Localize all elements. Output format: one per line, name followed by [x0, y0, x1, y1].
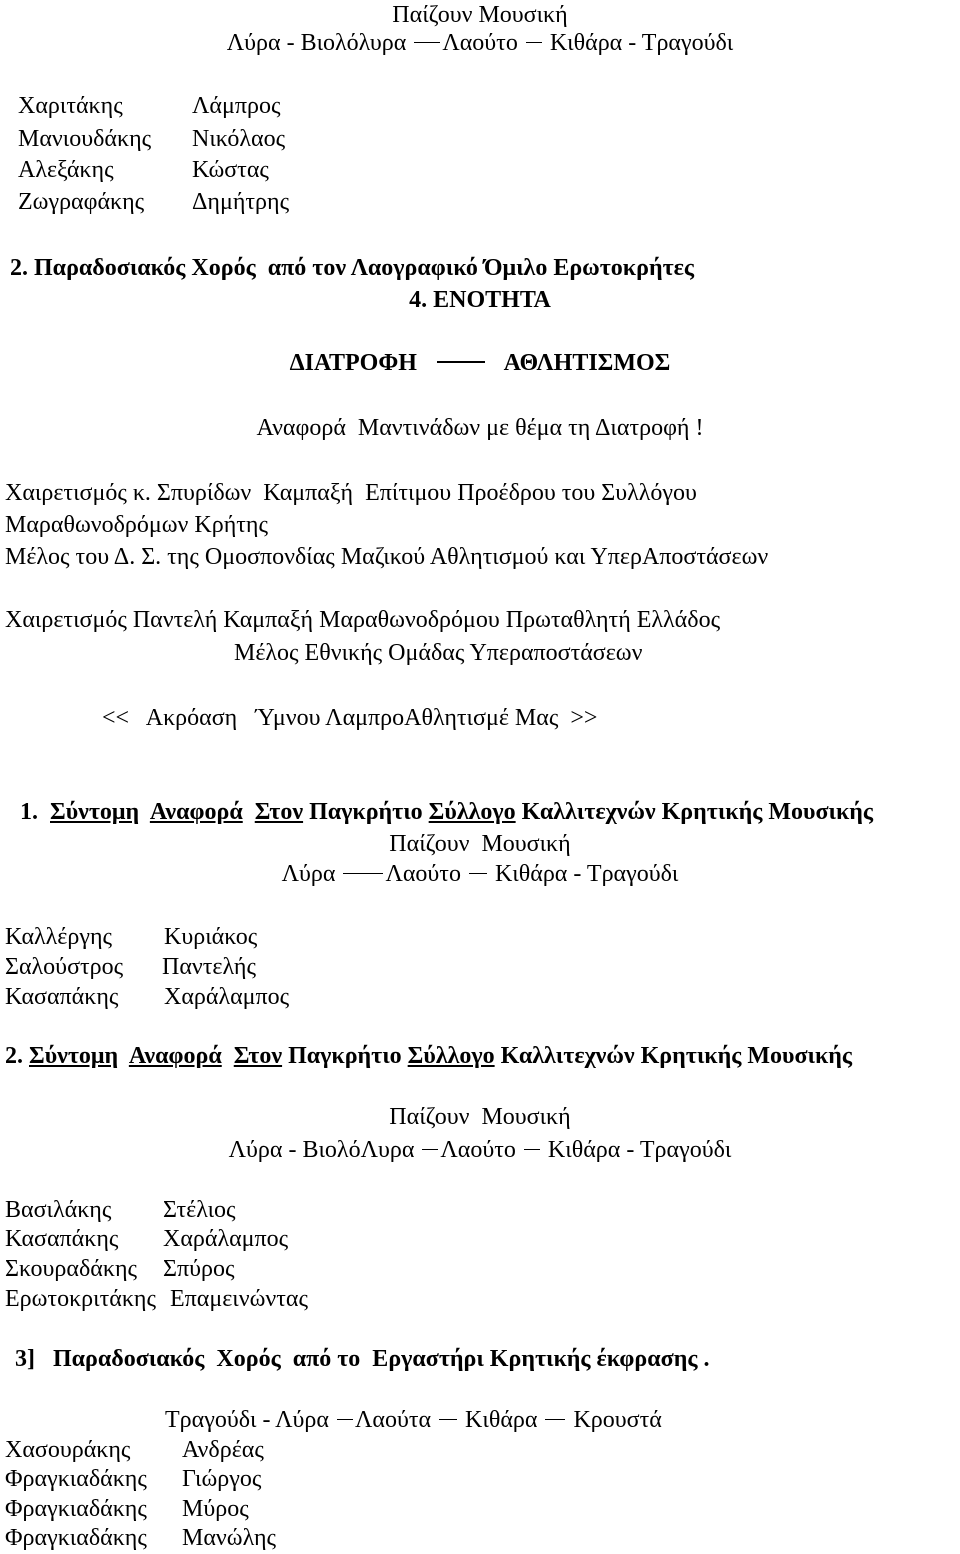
dash	[545, 1419, 565, 1420]
instrument: Τραγούδι - Λύρα	[165, 1407, 329, 1433]
dash	[337, 1419, 353, 1420]
instrument: Λαούτα	[354, 1407, 432, 1433]
surname: Κασαπάκης	[5, 984, 119, 1010]
hymn-listening: << Ακρόαση Ύμνου ΛαμπροΑθλητισμέ Μας >>	[102, 705, 598, 731]
heading-word: Στον	[233, 1043, 283, 1069]
section-2-instruments	[0, 1135, 960, 1165]
subtitle-part: ΑΘΛΗΤΙΣΜΟΣ	[503, 350, 671, 376]
firstname: Δημήτρης	[192, 189, 290, 215]
greeting-1-line-2: Μαραθωνοδρόμων Κρήτης	[5, 512, 268, 538]
surname: Χαριτάκης	[18, 93, 123, 119]
section-a-item-dance: 2. Παραδοσιακός Χορός από τον Λαογραφικό Όμιλο Ερωτοκρήτες	[10, 255, 695, 281]
firstname: Χαράλαμπος	[164, 984, 290, 1010]
instrument: Κιθάρα - Τραγούδι	[494, 861, 679, 887]
dash	[526, 42, 542, 43]
section-a-instruments	[0, 28, 960, 58]
greeting-2-line-1: Χαιρετισμός Παντελή Καμπαξή Μαραθωνοδρόμου Πρωταθλητή Ελλάδος	[5, 607, 721, 633]
surname: Βασιλάκης	[5, 1197, 112, 1223]
heading-word: Σύντομη	[50, 799, 140, 825]
heading-word: Παγκρήτιο	[288, 1043, 402, 1069]
subtitle-part: ΔΙΑΤΡΟΦΗ	[289, 350, 417, 376]
greeting-1-line-1: Χαιρετισμός κ. Σπυρίδων Καμπαξή Επίτιμου Προέδρου του Συλλόγου	[5, 480, 697, 506]
instrument: Κιθάρα	[465, 1407, 538, 1433]
surname: Κασαπάκης	[5, 1226, 119, 1252]
surname: Φραγκιαδάκης	[5, 1525, 147, 1551]
firstname: Κώστας	[192, 157, 269, 183]
dash	[343, 873, 383, 874]
firstname: Μανώλης	[182, 1525, 277, 1551]
instrument: Κιθάρα - Τραγούδι	[547, 1137, 732, 1163]
unit-subtitle	[0, 348, 960, 378]
surname: Φραγκιαδάκης	[5, 1466, 147, 1492]
dash	[414, 42, 440, 43]
instrument: Κρουστά	[573, 1407, 662, 1433]
heading-word: Σύλλογο	[407, 1043, 495, 1069]
dash	[437, 361, 485, 363]
section-3-heading: 3] Παραδοσιακός Χορός από το Εργαστήρι Κρητικής έκφρασης .	[15, 1346, 710, 1372]
heading-word: Παγκρήτιο	[309, 799, 423, 825]
firstname: Ανδρέας	[182, 1437, 264, 1463]
firstname: Σπύρος	[163, 1256, 235, 1282]
section-number: 2.	[5, 1043, 23, 1069]
surname: Μανιουδάκης	[18, 126, 152, 152]
firstname: Παντελής	[162, 954, 256, 980]
heading-word: Καλλιτεχνών Κρητικής Μουσικής	[521, 799, 874, 825]
firstname: Επαμεινώντας	[170, 1286, 308, 1312]
firstname: Μύρος	[182, 1496, 249, 1522]
surname: Σκουραδάκης	[5, 1256, 137, 1282]
surname: Αλεξάκης	[18, 157, 114, 183]
dash	[422, 1149, 438, 1150]
instrument-kithara-tragoudi: Κιθάρα - Τραγούδι	[549, 30, 734, 56]
dash	[469, 873, 487, 874]
section-2-play-music: Παίζουν Μουσική	[389, 1104, 571, 1130]
heading-word: Καλλιτεχνών Κρητικής Μουσικής	[500, 1043, 853, 1069]
heading-word: Σύλλογο	[428, 799, 516, 825]
firstname: Λάμπρος	[192, 93, 281, 119]
instrument: Λαούτο	[385, 861, 461, 887]
instrument-lyra-violyra: Λύρα - Βιολόλυρα	[226, 30, 407, 56]
heading-word: Αναφορά	[149, 799, 243, 825]
surname: Φραγκιαδάκης	[5, 1496, 147, 1522]
section-a-play-music: Παίζουν Μουσική	[392, 2, 568, 28]
firstname: Νικόλαος	[192, 126, 286, 152]
section-2-heading	[5, 1041, 852, 1071]
instrument: Λαούτο	[440, 1137, 516, 1163]
section-3-instruments	[165, 1405, 662, 1435]
surname: Ζωγραφάκης	[18, 189, 145, 215]
greeting-2-line-2: Μέλος Εθνικής Ομάδας Υπεραποστάσεων	[234, 640, 643, 666]
instrument: Λύρα	[281, 861, 336, 887]
surname: Καλλέργης	[5, 924, 113, 950]
section-1-play-music: Παίζουν Μουσική	[389, 831, 571, 857]
firstname: Κυριάκος	[164, 924, 258, 950]
firstname: Χαράλαμπος	[163, 1226, 289, 1252]
dash	[439, 1419, 457, 1420]
mantinades-report: Αναφορά Μαντινάδων με θέμα τη Διατροφή !	[256, 415, 704, 441]
dash	[524, 1149, 540, 1150]
section-1-instruments	[0, 859, 960, 889]
firstname: Στέλιος	[163, 1197, 236, 1223]
surname: Σαλούστρος	[5, 954, 124, 980]
instrument-laouto: Λαούτο	[442, 30, 518, 56]
surname: Ερωτοκριτάκης	[5, 1286, 156, 1312]
heading-word: Στον	[254, 799, 304, 825]
unit-title: 4. ΕΝΟΤΗΤΑ	[409, 287, 551, 313]
greeting-1-line-3: Μέλος του Δ. Σ. της Ομοσπονδίας Μαζικού Αθλητισμού και ΥπερΑποστάσεων	[5, 544, 769, 570]
firstname: Γιώργος	[182, 1466, 262, 1492]
surname: Χασουράκης	[5, 1437, 131, 1463]
section-number: 1.	[20, 799, 38, 825]
heading-word: Αναφορά	[128, 1043, 222, 1069]
heading-word: Σύντομη	[29, 1043, 119, 1069]
section-1-heading	[20, 797, 873, 827]
instrument: Λύρα - ΒιολόΛυρα	[228, 1137, 415, 1163]
